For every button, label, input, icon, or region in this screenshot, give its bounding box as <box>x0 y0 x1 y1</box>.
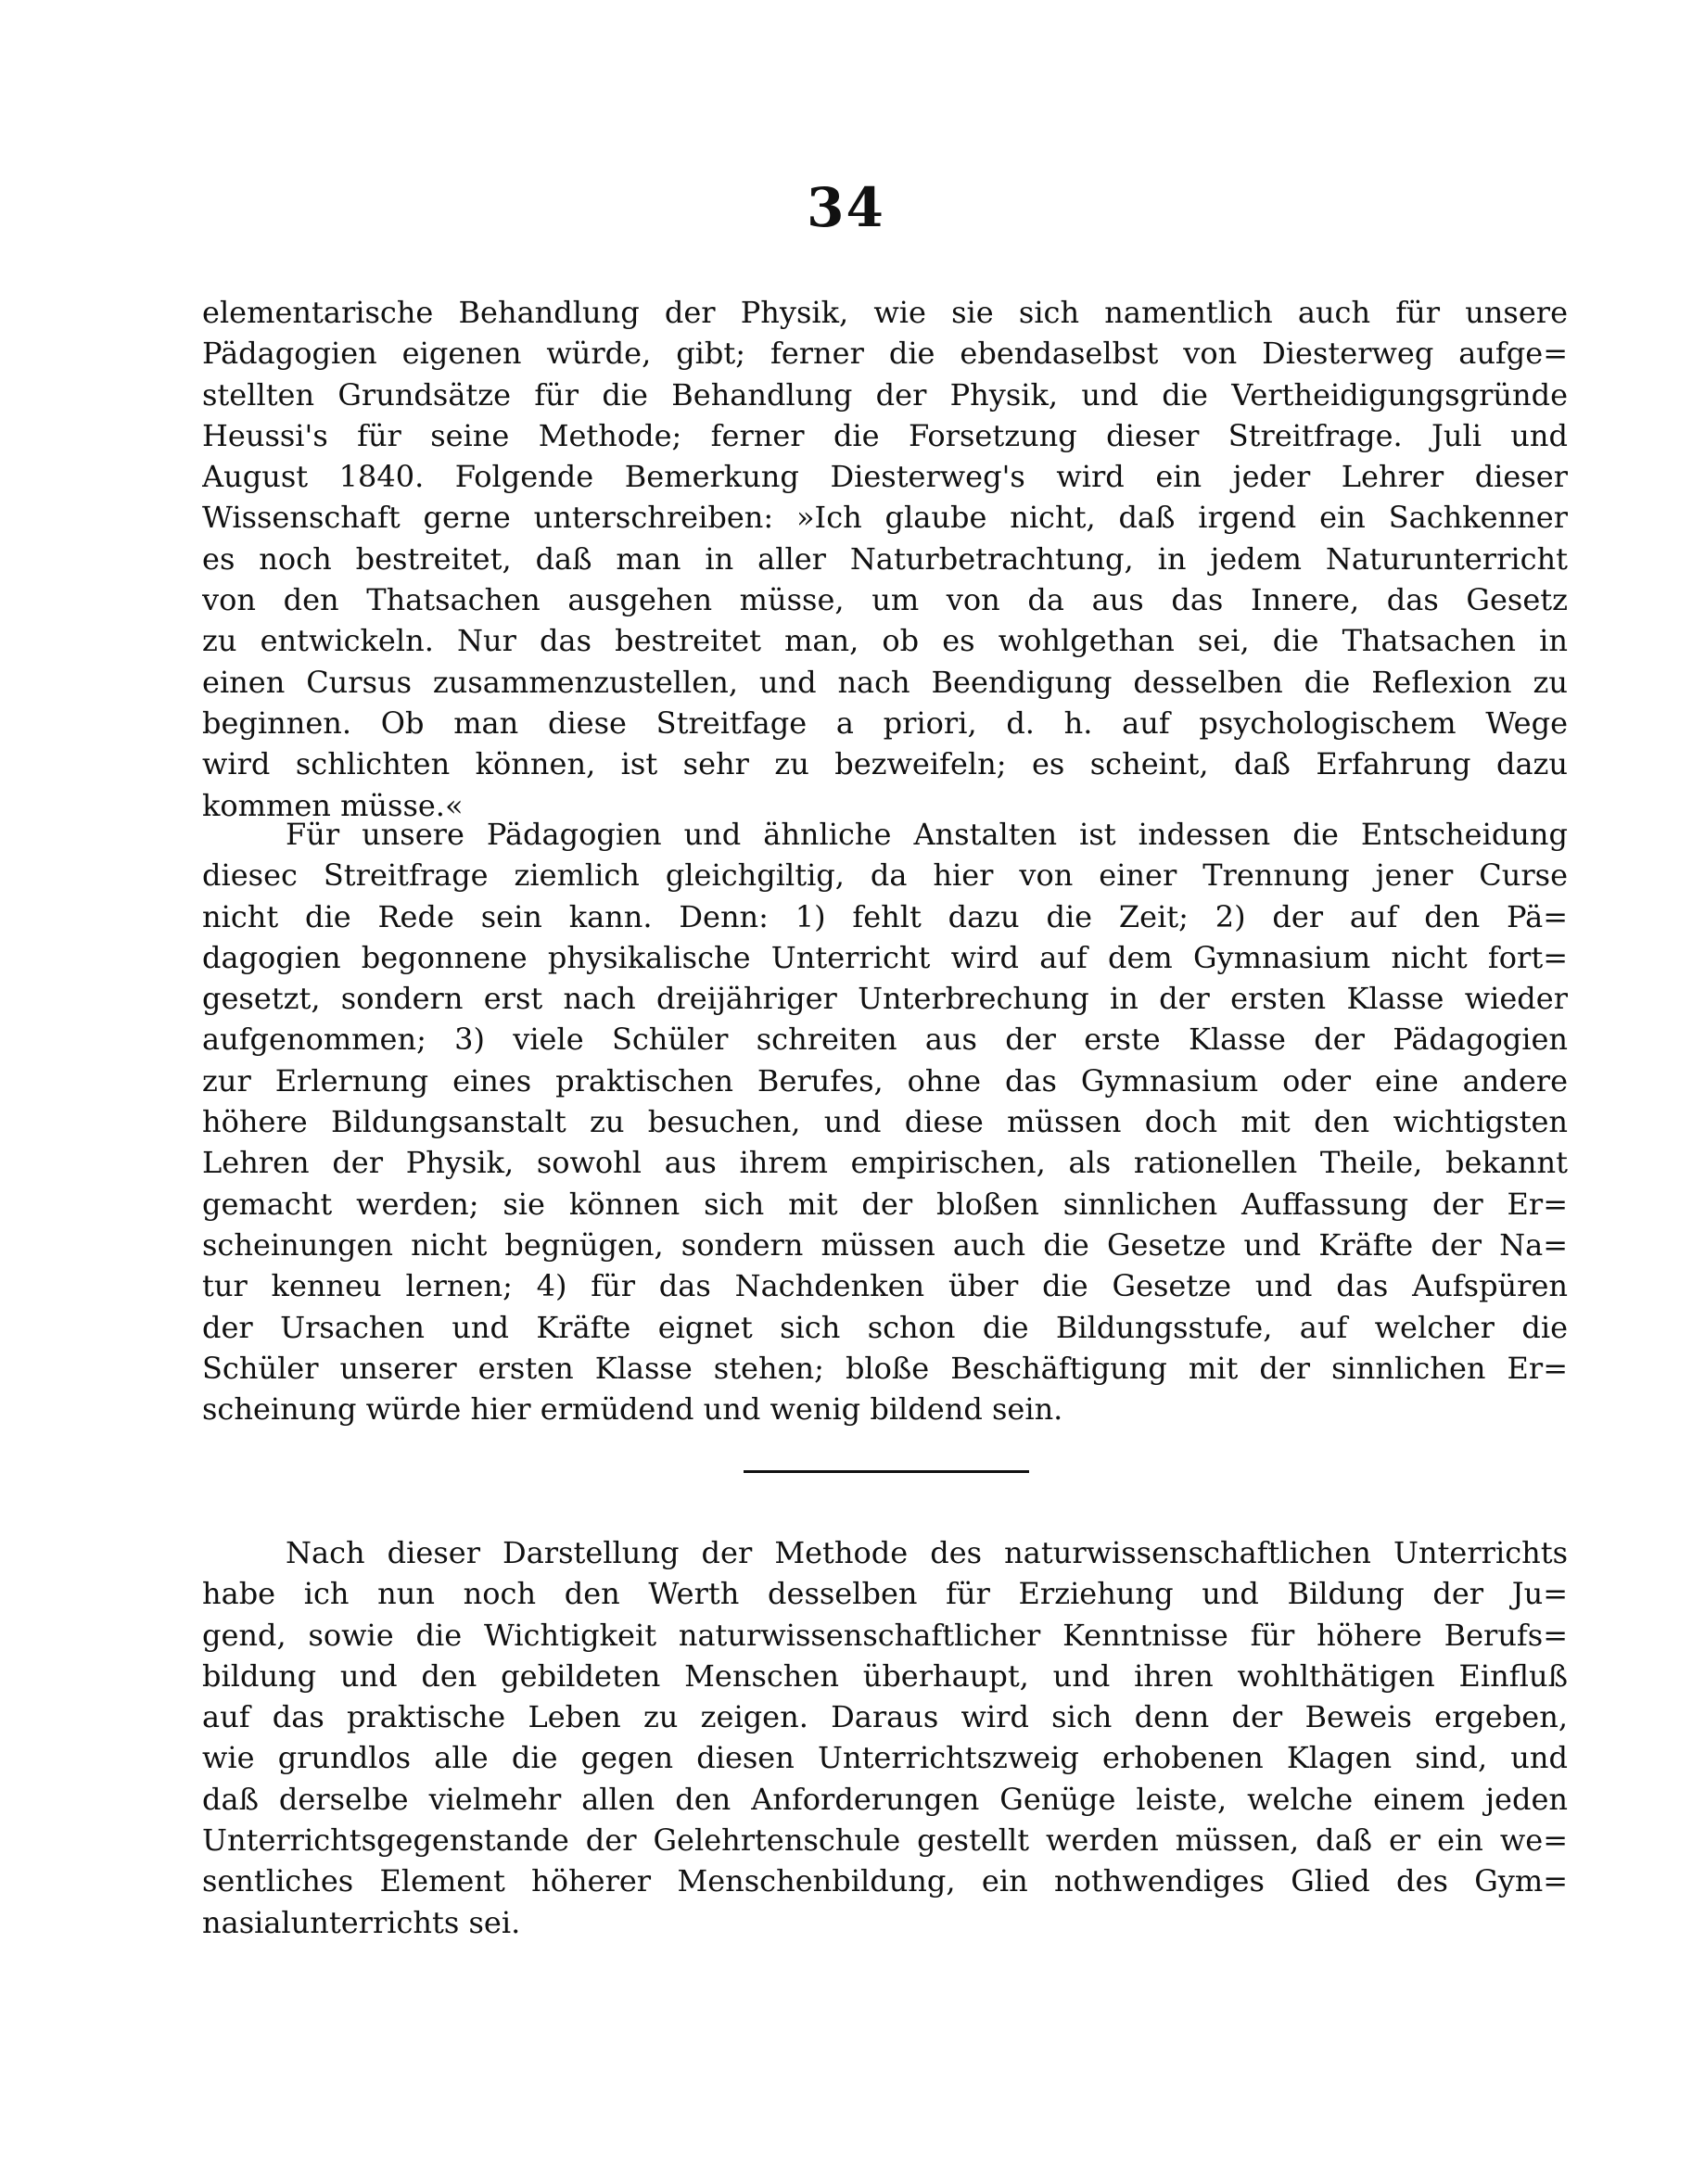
text-line: beginnen. Ob man diese Streitfage a priori, d. h. auf psychologischem Wege <box>202 705 1568 741</box>
text-line: wird schlichten können, ist sehr zu bezweifeln; es scheint, daß Erfahrung dazu <box>202 746 1568 782</box>
text-line: Heussi's für seine Methode; ferner die Forsetzung dieser Streitfrage. Juli und <box>202 417 1568 453</box>
text-line: daß derselbe vielmehr allen den Anforderungen Genüge leiste, welche einem jeden <box>202 1781 1568 1817</box>
text-line: von den Thatsachen ausgehen müsse, um von da aus das Innere, das Gesetz <box>202 582 1568 618</box>
text-line: der Ursachen und Kräfte eignet sich schon die Bildungsstufe, auf welcher die <box>202 1309 1568 1345</box>
text-line: kommen müsse.« <box>202 787 464 823</box>
text-line: es noch bestreitet, daß man in aller Naturbetrachtung, in jedem Naturunterricht <box>202 540 1568 577</box>
text-line: nicht die Rede sein kann. Denn: 1) fehlt dazu die Zeit; 2) der auf den Pä= <box>202 898 1568 934</box>
text-line: Nach dieser Darstellung der Methode des naturwissenschaftlichen Unterrichts <box>286 1535 1568 1570</box>
text-line: gesetzt, sondern erst nach dreijähriger Unterbrechung in der ersten Klasse wieder <box>202 981 1568 1017</box>
text-line: gemacht werden; sie können sich mit der bloßen sinnlichen Auffassung der Er= <box>202 1186 1568 1222</box>
text-line: gend, sowie die Wichtigkeit naturwissenschaftlicher Kenntnisse für höhere Berufs= <box>202 1617 1568 1653</box>
paragraph-3 <box>202 1532 1568 1943</box>
page-number: 34 <box>807 176 885 239</box>
text-line: Für unsere Pädagogien und ähnliche Anstalten ist indessen die Entscheidung <box>286 817 1568 852</box>
text-line: elementarische Behandlung der Physik, wie sie sich namentlich auch für unsere <box>202 295 1568 330</box>
text-line: Lehren der Physik, sowohl aus ihrem empirischen, als rationellen Theile, bekannt <box>202 1145 1568 1181</box>
text-line: scheinung würde hier ermüdend und wenig bildend sein. <box>202 1391 1063 1428</box>
text-line: zu entwickeln. Nur das bestreitet man, ob es wohlgethan sei, die Thatsachen in <box>202 623 1568 659</box>
text-line: nasialunterrichts sei. <box>202 1904 521 1940</box>
text-line: auf das praktische Leben zu zeigen. Daraus wird sich denn der Beweis ergeben, <box>202 1699 1568 1735</box>
text-line: wie grundlos alle die gegen diesen Unterrichtszweig erhobenen Klagen sind, und <box>202 1740 1568 1776</box>
section-divider <box>744 1470 1029 1473</box>
text-line: diesec Streitfrage ziemlich gleichgiltig, da hier von einer Trennung jener Curse <box>202 857 1568 894</box>
text-line: höhere Bildungsanstalt zu besuchen, und diese müssen doch mit den wichtigsten <box>202 1104 1568 1140</box>
text-line: bildung und den gebildeten Menschen überhaupt, und ihren wohlthätigen Einfluß <box>202 1657 1568 1694</box>
paragraph-2 <box>202 814 1568 1429</box>
text-line: zur Erlernung eines praktischen Berufes, ohne das Gymnasium oder eine andere <box>202 1062 1568 1098</box>
text-line: Unterrichtsgegenstande der Gelehrtenschule gestellt werden müssen, daß er ein we= <box>202 1822 1568 1859</box>
text-line: Schüler unserer ersten Klasse stehen; bloße Beschäftigung mit der sinnlichen Er= <box>202 1350 1568 1386</box>
text-line: sentliches Element höherer Menschenbildung, ein nothwendiges Glied des Gym= <box>202 1863 1568 1899</box>
text-line: stellten Grundsätze für die Behandlung der Physik, und die Vertheidigungsgründe <box>202 376 1568 413</box>
text-line: Pädagogien eigenen würde, gibt; ferner die ebendaselbst von Diesterweg aufge= <box>202 336 1568 372</box>
text-line: aufgenommen; 3) viele Schüler schreiten aus der erste Klasse der Pädagogien <box>202 1022 1568 1058</box>
text-line: scheinungen nicht begnügen, sondern müssen auch die Gesetze und Kräfte der Na= <box>202 1226 1568 1263</box>
text-line: Wissenschaft gerne unterschreiben: »Ich glaube nicht, daß irgend ein Sachkenner <box>202 500 1568 536</box>
text-line: August 1840. Folgende Bemerkung Diesterweg's wird ein jeder Lehrer dieser <box>202 459 1568 495</box>
paragraph-1 <box>202 292 1568 826</box>
text-line: tur kenneu lernen; 4) für das Nachdenken über die Gesetze und das Aufspüren <box>202 1268 1568 1304</box>
text-line: dagogien begonnene physikalische Unterricht wird auf dem Gymnasium nicht fort= <box>202 939 1568 975</box>
text-line: einen Cursus zusammenzustellen, und nach Beendigung desselben die Reflexion zu <box>202 664 1568 700</box>
text-line: habe ich nun noch den Werth desselben für Erziehung und Bildung der Ju= <box>202 1576 1568 1612</box>
